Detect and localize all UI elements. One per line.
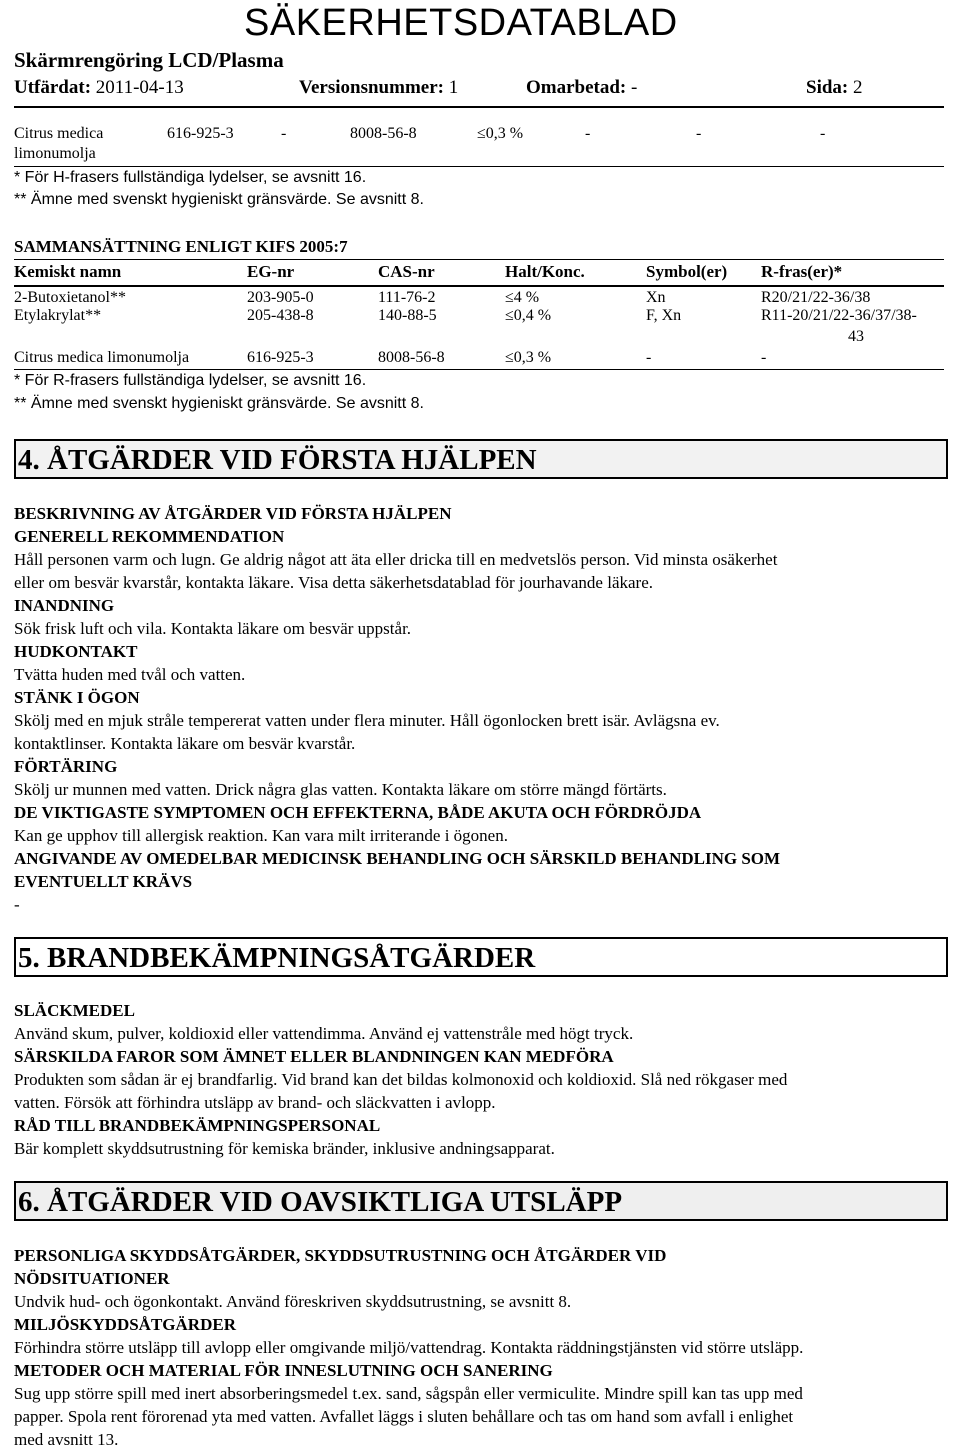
fragment-col2: - xyxy=(696,125,702,142)
subheading: GENERELL REKOMMENDATION xyxy=(14,527,285,546)
row-rphrase: R20/21/22-36/38 xyxy=(761,289,871,306)
header-rule xyxy=(14,106,944,108)
section-5-body xyxy=(14,999,944,1160)
paragraph-line: Bär komplett skyddsutrustning för kemiska bränder, inklusive andningsapparat. xyxy=(14,1139,555,1158)
subheading: SLÄCKMEDEL xyxy=(14,1001,135,1020)
fragment-col1: - xyxy=(585,125,591,142)
paragraph-line: Kan ge upphov till allergisk reaktion. Kan vara milt irriterande i ögonen. xyxy=(14,826,508,845)
kifs-header-symbol: Symbol(er) xyxy=(646,262,728,281)
row-rphrase: - xyxy=(761,349,767,366)
row-rphrase-cont: 43 xyxy=(848,328,864,345)
paragraph-line: Undvik hud- och ögonkontakt. Använd föreskriven skyddsutrustning, se avsnitt 8. xyxy=(14,1292,572,1311)
issued-label: Utfärdat: xyxy=(14,77,92,98)
kifs-header-cas: CAS-nr xyxy=(378,262,435,281)
row-symbol: Xn xyxy=(646,289,666,306)
subheading: NÖDSITUATIONER xyxy=(14,1269,170,1288)
paragraph-line: - xyxy=(14,895,20,914)
subheading: ANGIVANDE AV OMEDELBAR MEDICINSK BEHANDLING OCH SÄRSKILD BEHANDLING SOM xyxy=(14,849,781,868)
document-meta xyxy=(14,75,946,101)
section-4-heading: 4. ÅTGÄRDER VID FÖRSTA HJÄLPEN xyxy=(14,439,948,479)
section-4-body xyxy=(14,502,944,916)
section-6-heading: 6. ÅTGÄRDER VID OAVSIKTLIGA UTSLÄPP xyxy=(14,1181,948,1221)
document-title: SÄKERHETSDATABLAD xyxy=(244,2,678,44)
row-conc: ≤4 % xyxy=(505,289,540,306)
fragment-note-1: * För H-frasers fullständiga lydelser, se avsnitt 16. xyxy=(14,169,367,186)
page-value: 2 xyxy=(853,77,863,98)
paragraph-line: kontaktlinser. Kontakta läkare om besvär kvarstår. xyxy=(14,734,356,753)
subheading: BESKRIVNING AV ÅTGÄRDER VID FÖRSTA HJÄLPEN xyxy=(14,504,452,523)
row-conc: ≤0,4 % xyxy=(505,307,552,324)
row-cas: 111-76-2 xyxy=(378,289,436,306)
paragraph-line: vatten. Försök att förhindra utsläpp av brand- och släckvatten i avlopp. xyxy=(14,1093,496,1112)
row-conc: ≤0,3 % xyxy=(505,349,552,366)
paragraph-line: med avsnitt 13. xyxy=(14,1430,119,1449)
kifs-top-rule xyxy=(14,259,944,260)
row-cas: 140-88-5 xyxy=(378,307,437,324)
section-6-body xyxy=(14,1244,944,1451)
row-rphrase: R11-20/21/22-36/37/38- xyxy=(761,307,917,324)
paragraph-line: Förhindra större utsläpp till avlopp eller omgivande miljö/vattendrag. Kontakta räddningstjänsten vid större utsläpp. xyxy=(14,1338,804,1357)
revised-label: Omarbetad: xyxy=(526,77,627,98)
paragraph-line: Produkten som sådan är ej brandfarlig. Vid brand kan det bildas kolmonoxid och koldioxid. Slå ned rökgaser med xyxy=(14,1070,788,1089)
version-value: 1 xyxy=(448,77,459,98)
row-symbol: - xyxy=(646,349,652,366)
subheading: RÅD TILL BRANDBEKÄMPNINGSPERSONAL xyxy=(14,1116,381,1135)
subheading: STÄNK I ÖGON xyxy=(14,688,140,707)
subheading: FÖRTÄRING xyxy=(14,757,118,776)
paragraph-line: papper. Spola rent förorenad yta med vatten. Avfallet läggs i sluten behållare och tas om hand som avfall i enlighet xyxy=(14,1407,794,1426)
kifs-header-rule xyxy=(14,285,944,287)
fragment-conc: ≤0,3 % xyxy=(477,125,524,142)
subheading: EVENTUELLT KRÄVS xyxy=(14,872,193,891)
subheading: DE VIKTIGASTE SYMPTOMEN OCH EFFEKTERNA, BÅDE AKUTA OCH FÖRDRÖJDA xyxy=(14,803,702,822)
paragraph-line: Tvätta huden med tvål och vatten. xyxy=(14,665,246,684)
kifs-header-name: Kemiskt namn xyxy=(14,262,122,281)
paragraph-line: Håll personen varm och lugn. Ge aldrig något att äta eller dricka till en medvetslös person. Vid minsta osäkerhet xyxy=(14,550,778,569)
kifs-title: SAMMANSÄTTNING ENLIGT KIFS 2005:7 xyxy=(14,237,348,256)
fragment-ec: 616-925-3 xyxy=(167,125,234,142)
paragraph-line: eller om besvär kvarstår, kontakta läkare. Visa detta säkerhetsdatablad för jourhavande läkare. xyxy=(14,573,653,592)
section-5-heading: 5. BRANDBEKÄMPNINGSÅTGÄRDER xyxy=(14,937,948,977)
paragraph-line: Sök frisk luft och vila. Kontakta läkare om besvär uppstår. xyxy=(14,619,412,638)
kifs-header-rphrase: R-fras(er)* xyxy=(761,262,843,281)
fragment-note-2: ** Ämne med svenskt hygieniskt gränsvärde. Se avsnitt 8. xyxy=(14,191,424,208)
paragraph-line: Skölj ur munnen med vatten. Drick några glas vatten. Kontakta läkare om större mängd förtärts. xyxy=(14,780,667,799)
issued-value: 2011-04-13 xyxy=(95,77,184,98)
paragraph-line: Sug upp större spill med inert absorberingsmedel t.ex. sand, sågspån eller vermiculite. Mindre spill kan tas upp med xyxy=(14,1384,803,1403)
row-name: Etylakrylat** xyxy=(14,307,102,324)
fragment-cas: 8008-56-8 xyxy=(350,125,417,142)
fragment-index: - xyxy=(281,125,287,142)
kifs-note-2: ** Ämne med svenskt hygieniskt gränsvärde. Se avsnitt 8. xyxy=(14,395,424,412)
kifs-header-conc: Halt/Konc. xyxy=(505,262,585,281)
row-name: 2-Butoxietanol** xyxy=(14,289,126,306)
subheading: PERSONLIGA SKYDDSÅTGÄRDER, SKYDDSUTRUSTNING OCH ÅTGÄRDER VID xyxy=(14,1246,667,1265)
page-field xyxy=(806,75,863,101)
row-ec: 203-905-0 xyxy=(247,289,314,306)
subheading: MILJÖSKYDDSÅTGÄRDER xyxy=(14,1315,236,1334)
kifs-note-1: * För R-frasers fullständiga lydelser, se avsnitt 16. xyxy=(14,372,367,389)
row-ec: 616-925-3 xyxy=(247,349,314,366)
fragment-col3: - xyxy=(820,125,826,142)
version-label: Versionsnummer: xyxy=(299,77,444,98)
revised-field xyxy=(526,75,637,101)
fragment-name-line2: limonumolja xyxy=(14,145,96,162)
kifs-header-ec: EG-nr xyxy=(247,262,295,281)
row-cas: 8008-56-8 xyxy=(378,349,445,366)
issued-field xyxy=(14,75,184,101)
subheading: SÄRSKILDA FAROR SOM ÄMNET ELLER BLANDNINGEN KAN MEDFÖRA xyxy=(14,1047,614,1066)
product-name: Skärmrengöring LCD/Plasma xyxy=(14,48,284,72)
row-symbol: F, Xn xyxy=(646,307,682,324)
page-label: Sida: xyxy=(806,77,849,98)
fragment-name-line1: Citrus medica xyxy=(14,125,104,142)
subheading: INANDNING xyxy=(14,596,115,615)
subheading: METODER OCH MATERIAL FÖR INNESLUTNING OCH SANERING xyxy=(14,1361,553,1380)
version-field xyxy=(299,75,458,101)
paragraph-line: Skölj med en mjuk stråle tempererat vatten under flera minuter. Håll ögonlocken brett isär. Avlägsna ev. xyxy=(14,711,720,730)
row-ec: 205-438-8 xyxy=(247,307,314,324)
row-name: Citrus medica limonumolja xyxy=(14,349,190,366)
revised-value: - xyxy=(631,77,638,98)
subheading: HUDKONTAKT xyxy=(14,642,138,661)
paragraph-line: Använd skum, pulver, koldioxid eller vattendimma. Använd ej vattenstråle med högt tryck. xyxy=(14,1024,634,1043)
